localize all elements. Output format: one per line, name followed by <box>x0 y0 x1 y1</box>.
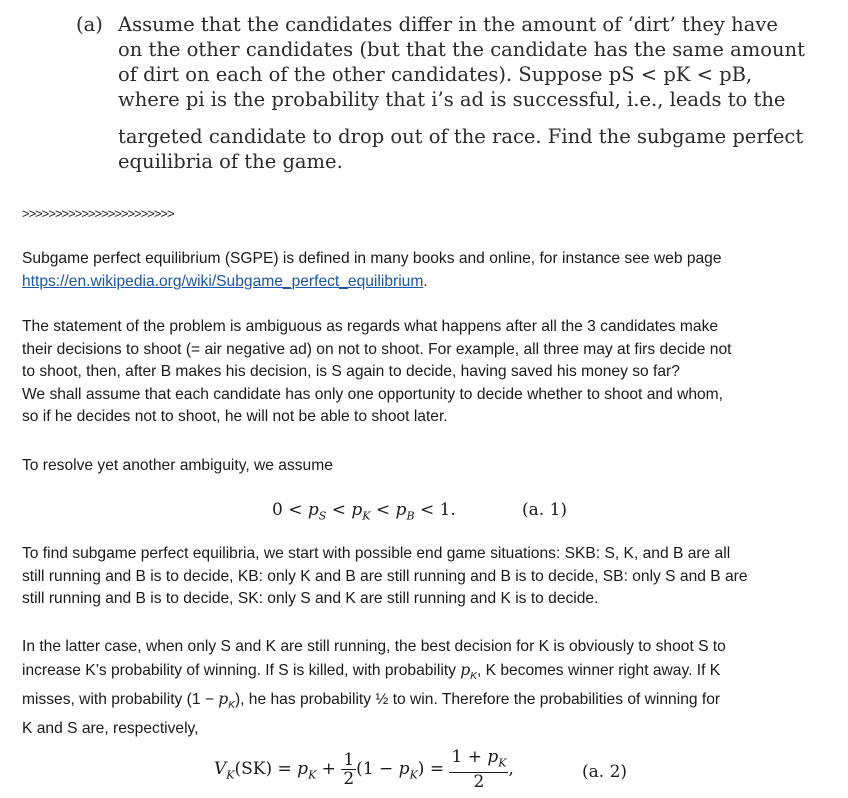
math-var: p <box>218 690 229 709</box>
paragraph-line: We shall assume that each candidate has only one opportunity to decide whether to shoot and whom, <box>22 385 724 403</box>
paragraph-fragment: misses, with probability (1 − <box>22 691 219 709</box>
intro-paragraph <box>22 248 822 293</box>
half-fraction <box>341 751 356 788</box>
eq-text: < <box>331 500 346 520</box>
math-sub: K <box>228 700 235 712</box>
eq-sub: K <box>409 768 418 782</box>
link-tail: . <box>423 272 428 290</box>
eq-text: < 1. <box>419 500 456 520</box>
eq-text: (SK) = <box>234 759 298 780</box>
eq-text: ) = <box>417 759 450 780</box>
problem-line: on the other candidates (but that the candidate has the same amount <box>118 38 805 61</box>
endgame-paragraph <box>22 543 822 611</box>
eq-text: < <box>375 500 391 520</box>
intro-text: Subgame perfect equilibrium (SGPE) is defined in many books and online, for instance see web page <box>22 250 722 267</box>
paragraph-fragment: , K becomes winner right away. If K <box>476 661 721 679</box>
eq-var: p <box>297 759 309 780</box>
frac-den: 2 <box>473 772 485 793</box>
equation-a2-tag: (a. 2) <box>582 762 628 782</box>
paragraph-line: K and S are, respectively, <box>22 720 199 737</box>
eq-sub: K <box>308 768 317 782</box>
eq-var: V <box>214 759 227 780</box>
wikipedia-link[interactable]: https://en.wikipedia.org/wiki/Subgame_perfect_equilibrium <box>22 272 424 290</box>
math-sub: K <box>470 670 477 682</box>
sk-paragraph <box>22 636 822 741</box>
paragraph-line: still running and B is to decide, KB: only K and B are still running and B is to decide, SB: only S and B are <box>22 567 748 585</box>
eq-sub: S <box>318 509 327 523</box>
problem-line: of dirt on each of the other candidates). Suppose pS < pK < pB, <box>118 63 753 86</box>
eq-var: p <box>307 500 319 520</box>
separator: >>>>>>>>>>>>>>>>>>>>>>> <box>22 206 174 221</box>
eq-sub: K <box>226 768 235 782</box>
problem-line: equilibria of the game. <box>118 150 343 173</box>
eq-text: (1 − <box>356 759 399 780</box>
paragraph-line: their decisions to shoot (= air negative ad) on not to shoot. For example, all three may at firs decide not <box>22 340 732 358</box>
paragraph-fragment: increase K’s probability of winning. If S is killed, with probability <box>22 661 461 679</box>
frac-den: 2 <box>343 769 355 790</box>
paragraph-line: to shoot, then, after B makes his decision, is S again to decide, having saved his money so far? <box>22 363 680 381</box>
result-fraction <box>449 748 508 791</box>
eq-var: p <box>395 500 407 520</box>
eq-text: 0 < <box>272 500 303 520</box>
eq-sub: B <box>406 509 415 523</box>
paragraph-line: To find subgame perfect equilibria, we start with possible end game situations: SKB: S, K, and B are all <box>22 545 731 562</box>
ambiguity-paragraph <box>22 316 822 429</box>
assumption-paragraph: To resolve yet another ambiguity, we assume <box>22 457 333 474</box>
frac-num: 1 + <box>451 747 488 767</box>
math-var: p <box>460 660 471 679</box>
paragraph-line: The statement of the problem is ambiguous as regards what happens after all the 3 candidates make <box>22 318 719 335</box>
eq-var: p <box>351 500 363 520</box>
eq-text: , <box>508 759 514 780</box>
paragraph-line: so if he decides not to shoot, he will not be able to shoot later. <box>22 408 448 426</box>
paragraph-line: In the latter case, when only S and K are still running, the best decision for K is obviously to shoot S to <box>22 638 726 655</box>
eq-sub: K <box>362 509 371 523</box>
problem-line: where pi is the probability that i’s ad is successful, i.e., leads to the <box>118 88 786 111</box>
paragraph-line: still running and B is to decide, SK: only S and K are still running and K is to decide. <box>22 590 599 608</box>
equation-a1 <box>272 500 456 522</box>
eq-sub: K <box>498 756 507 770</box>
equation-a2 <box>214 748 514 791</box>
problem-line: Assume that the candidates differ in the amount of ‘dirt’ they have <box>118 13 778 36</box>
equation-a1-tag: (a. 1) <box>522 500 568 520</box>
eq-text: + <box>316 759 342 780</box>
eq-var: p <box>398 759 410 780</box>
problem-label: (a) <box>76 13 103 36</box>
paragraph-fragment: ), he has probability ½ to win. Therefore the probabilities of winning for <box>234 691 721 709</box>
frac-num: 1 <box>343 750 355 771</box>
eq-var: p <box>487 747 499 767</box>
problem-line: targeted candidate to drop out of the race. Find the subgame perfect <box>118 125 804 148</box>
problem-statement <box>76 12 816 174</box>
